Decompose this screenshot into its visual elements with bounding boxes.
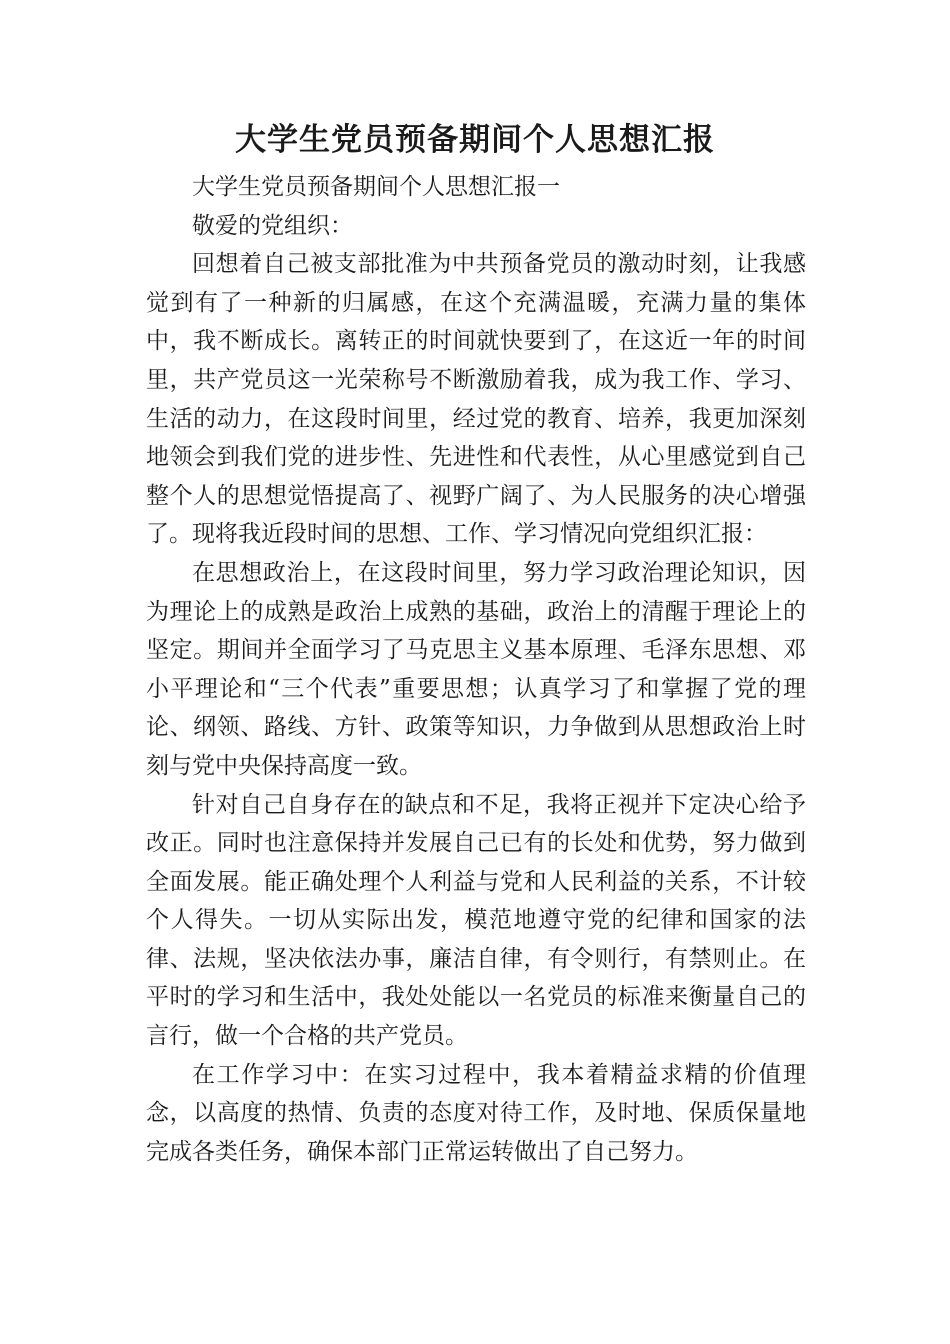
- body-paragraph: 回想着自己被支部批准为中共预备党员的激动时刻，让我感觉到有了一种新的归属感，在这个充满温暖，充满力量的集体中，我不断成长。离转正的时间就快要到了，在这近一年的时间里，共产党员这一光荣称号不断激励着我，成为我工作、学习、生活的动力，在这段时间里，经过党的教育、培养，我更加深刻地领会到我们党的进步性、先进性和代表性，从心里感觉到自己整个人的思想觉悟提高了、视野广阔了、为人民服务的决心增强了。现将我近段时间的思想、工作、学习情况向党组织汇报：: [146, 251, 806, 548]
- document-title: 大学生党员预备期间个人思想汇报: [235, 122, 715, 158]
- report-subtitle-paragraph: 大学生党员预备期间个人思想汇报一: [192, 174, 560, 200]
- body-paragraph: 针对自己自身存在的缺点和不足，我将正视并下定决心给予改正。同时也注意保持并发展自己已有的长处和优势，努力做到全面发展。能正确处理个人利益与党和人民利益的关系，不计较个人得失。一切从实际出发，模范地遵守党的纪律和国家的法律、法规，坚决依法办事，廉洁自律，有令则行，有禁则止。在平时的学习和生活中，我处处能以一名党员的标准来衡量自己的言行，做一个合格的共产党员。: [146, 791, 806, 1050]
- body-paragraph: 在思想政治上，在这段时间里，努力学习政治理论知识，因为理论上的成熟是政治上成熟的基础，政治上的清醒于理论上的坚定。期间并全面学习了马克思主义基本原理、毛泽东思想、邓小平理论和“三个代表”重要思想；认真学习了和掌握了党的理论、纲领、路线、方针、政策等知识，力争做到从思想政治上时刻与党中央保持高度一致。: [146, 559, 806, 779]
- salutation-paragraph: 敬爱的党组织：: [192, 212, 353, 239]
- document-body: [146, 168, 806, 1171]
- body-paragraph: 在工作学习中：在实习过程中，我本着精益求精的价值理念，以高度的热情、负责的态度对待工作，及时地、保质保量地完成各类任务，确保本部门正常运转做出了自己努力。: [146, 1061, 806, 1165]
